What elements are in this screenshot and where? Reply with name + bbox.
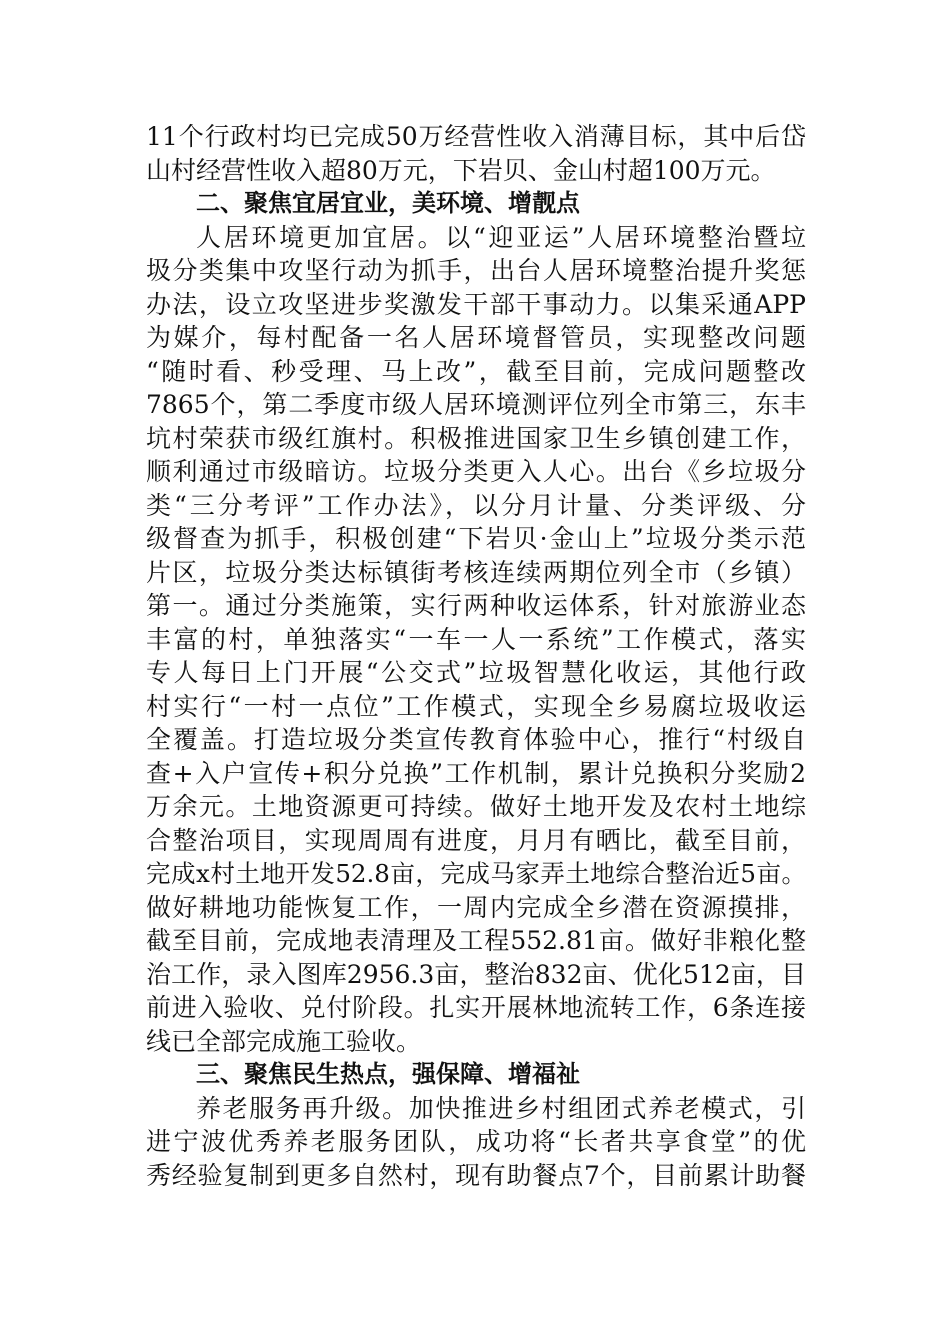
- text-line: 坑村荣获市级红旗村。积极推进国家卫生乡镇创建工作，: [146, 423, 806, 453]
- text-line: 前进入验收、兑付阶段。扎实开展林地流转工作，6条连接: [146, 993, 806, 1022]
- text-line: 山村经营性收入超80万元，下岩贝、金山村超100万元。: [146, 155, 776, 185]
- document-body: [146, 120, 806, 1192]
- text-line: 丰富的村，单独落实“一车一人一系统”工作模式，落实: [146, 624, 806, 654]
- text-line: 查+入户宣传+积分兑换”工作机制，累计兑换积分奖励2: [146, 758, 806, 788]
- text-line: 治工作，录入图库2956.3亩，整治832亩、优化512亩，目: [146, 959, 806, 989]
- text-line: 秀经验复制到更多自然村，现有助餐点7个，目前累计助餐: [146, 1160, 806, 1190]
- section-heading-2: 二、聚焦宜居宜业，美环境、增靓点: [196, 189, 580, 217]
- text-line: 11个行政村均已完成50万经营性收入消薄目标，其中后岱: [146, 122, 806, 151]
- text-line: 级督查为抓手，积极创建“下岩贝·金山上”垃圾分类示范: [146, 524, 806, 553]
- text-line: 养老服务再升级。加快推进乡村组团式养老模式，引: [196, 1093, 806, 1123]
- text-line: 做好耕地功能恢复工作，一周内完成全乡潜在资源摸排，: [146, 892, 806, 922]
- text-line: 为媒介，每村配备一名人居环境督管员，实现整改问题: [146, 323, 806, 352]
- text-line: 村实行“一村一点位”工作模式，实现全乡易腐垃圾收运: [146, 691, 806, 721]
- section-heading-3: 三、聚焦民生热点，强保障、增福祉: [196, 1060, 580, 1088]
- text-line: 人居环境更加宜居。以“迎亚运”人居环境整治暨垃: [196, 222, 806, 252]
- text-line: 进宁波优秀养老服务团队，成功将“长者共享食堂”的优: [146, 1127, 806, 1156]
- text-line: 万余元。土地资源更可持续。做好土地开发及农村土地综: [146, 792, 806, 821]
- text-line: 类“三分考评”工作办法》，以分月计量、分类评级、分: [146, 490, 806, 520]
- text-line: 完成x村土地开发52.8亩，完成马家弄土地综合整治近5亩。: [146, 859, 806, 888]
- text-line: 圾分类集中攻坚行动为抓手，出台人居环境整治提升奖惩: [146, 256, 806, 285]
- text-line: 全覆盖。打造垃圾分类宣传教育体验中心，推行“村级自: [146, 725, 806, 754]
- text-line: 顺利通过市级暗访。垃圾分类更入人心。出台《乡垃圾分: [146, 457, 806, 486]
- text-line: “随时看、秒受理、马上改”，截至目前，完成问题整改: [146, 356, 806, 386]
- text-line: 第一。通过分类施策，实行两种收运体系，针对旅游业态: [146, 591, 806, 620]
- text-line: 办法，设立攻坚进步奖激发干部干事动力。以集采通APP: [146, 289, 806, 319]
- text-line: 线已全部完成施工验收。: [146, 1026, 422, 1056]
- text-line: 7865个，第二季度市级人居环境测评位列全市第三，东丰: [146, 390, 806, 419]
- text-line: 片区，垃圾分类达标镇街考核连续两期位列全市（乡镇）: [146, 557, 806, 587]
- text-line: 截至目前，完成地表清理及工程552.81亩。做好非粮化整: [146, 926, 806, 955]
- text-line: 合整治项目，实现周周有进度，月月有晒比，截至目前，: [146, 825, 806, 855]
- text-line: 专人每日上门开展“公交式”垃圾智慧化收运，其他行政: [146, 658, 806, 687]
